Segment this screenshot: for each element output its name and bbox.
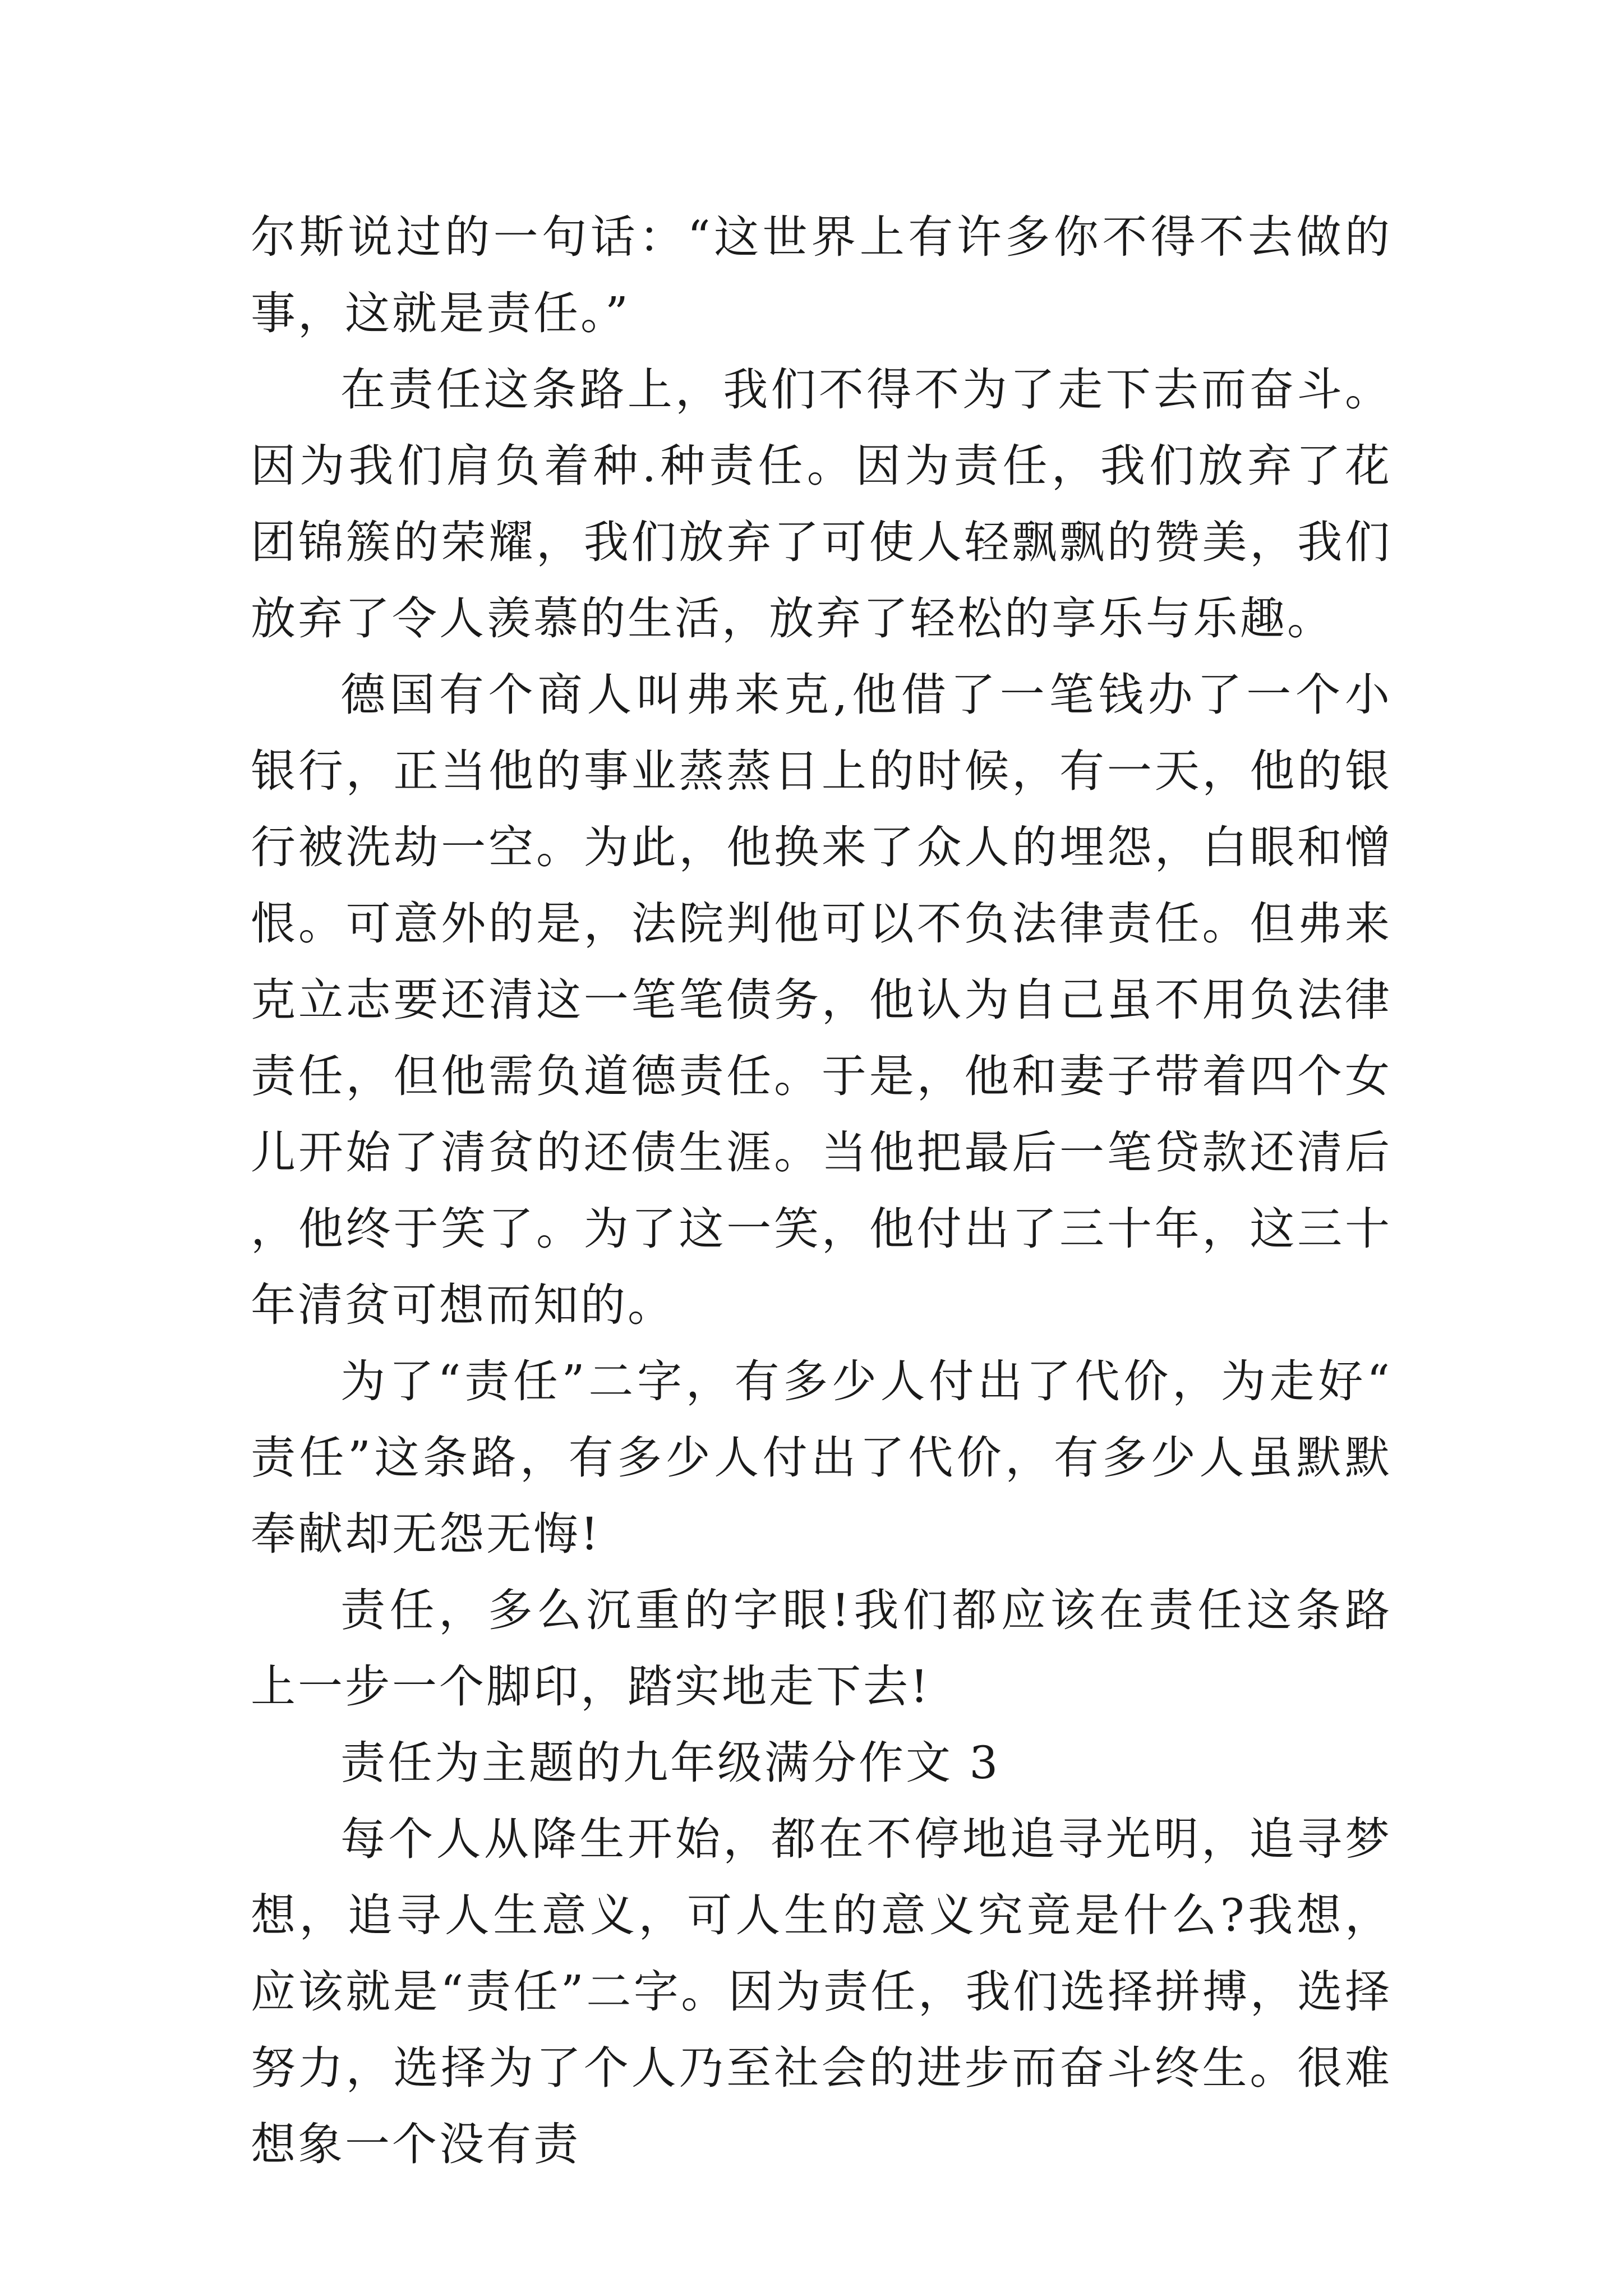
paragraph-6: 每个人从降生开始，都在不停地追寻光明，追寻梦想，追寻人生意义，可人生的意义究竟是什么?我想，应该就是“责任”二字。因为责任，我们选择拼搏，选择努力，选择为了个人乃至社会的进步而奋斗终生。很难想象一个没有责 [251, 1813, 1392, 2170]
paragraph-1: 尔斯说过的一句话：“这世界上有许多你不得不去做的事，这就是责任。” [251, 211, 1392, 339]
section-heading: 责任为主题的九年级满分作文 3 [340, 1737, 1000, 1789]
paragraph-4: 为了“责任”二字，有多少人付出了代价，为走好“责任”这条路，有多少人付出了代价，有多少人虽默默奉献却无怨无悔! [251, 1355, 1392, 1560]
paragraph-5: 责任，多么沉重的字眼!我们都应该在责任这条路上一步一个脚印，踏实地走下去! [251, 1584, 1392, 1713]
paragraph-2: 在责任这条路上，我们不得不为了走下去而奋斗。因为我们肩负着种.种责任。因为责任，我们放弃了花团锦簇的荣耀，我们放弃了可使人轻飘飘的赞美，我们放弃了令人羡慕的生活，放弃了轻松的享乐与乐趣。 [251, 364, 1392, 645]
paragraph-3: 德国有个商人叫弗来克,他借了一笔钱办了一个小银行，正当他的事业蒸蒸日上的时候，有一天，他的银行被洗劫一空。为此，他换来了众人的埋怨，白眼和憎恨。可意外的是，法院判他可以不负法律责任。但弗来克立志要还清这一笔笔债务，他认为自己虽不用负法律责任，但他需负道德责任。于是，他和妻子带着四个女儿开始了清贫的还债生涯。当他把最后一笔贷款还清后，他终于笑了。为了这一笑，他付出了三十年，这三十年清贫可想而知的。 [251, 669, 1392, 1331]
article-body [251, 199, 1392, 2183]
